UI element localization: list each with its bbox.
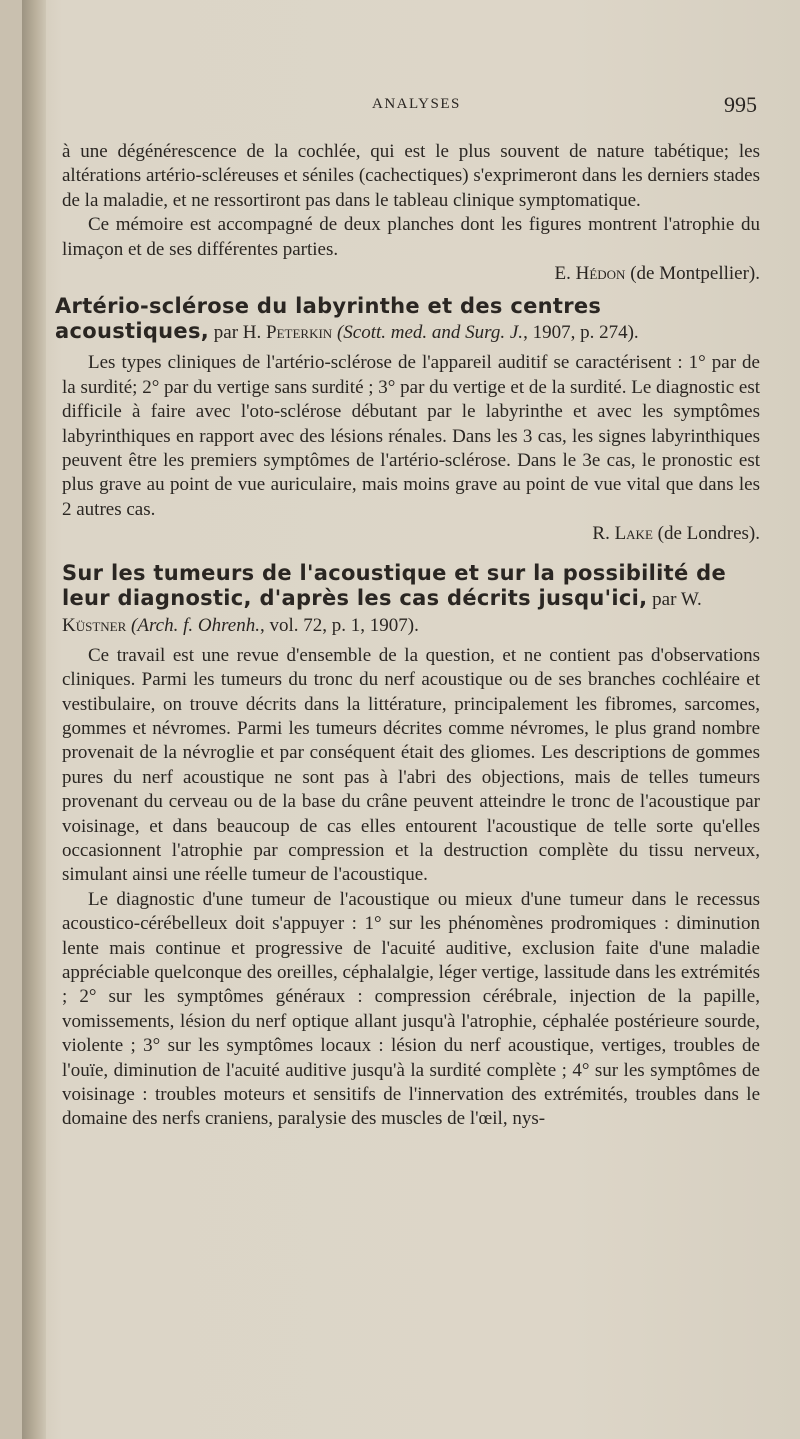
- citation-journal: (Arch. f. Ohrenh.: [131, 614, 260, 636]
- section3-paragraph-2: Le diagnostic d'une tumeur de l'acoustique ou mieux d'une tumeur dans le recessus acoustico-cérébelleux doit s'appuyer : 1° sur les phénomènes prodromiques : diminution lente mais continue et progressive de l'acuité auditive, exclusion faite d'une maladie appréciable quelconque des oreilles, céphalalgie, léger vertige, lassitude dans les extrémités ; 2° sur les symptômes généraux : compression cérébrale, injection de la papille, vomissements, lésion du nerf optique allant jusqu'à l'atrophie, céphalée postérieure sourde, violente ; 3° sur les symptômes locaux : lésion du nerf acoustique, vertiges, troubles de l'ouïe, diminution de l'acuité auditive jusqu'à la surdité complète ; 4° sur les symptômes de voisinage : troubles moteurs et sensitifs de l'innervation des extrémités, troubles dans le domaine des nerfs craniens, paralysie des muscles de l'œil, nys-: [62, 888, 760, 1130]
- signature-name: R. Lake: [592, 523, 653, 545]
- page-body: [55, 140, 760, 1132]
- section1-paragraph-2: Ce mémoire est accompagné de deux planches dont les figures montrent l'atrophie du limaçon et de ses différentes parties.: [62, 214, 760, 260]
- citation-by: par H.: [209, 322, 267, 344]
- signature-name: E. Hédon: [554, 263, 626, 285]
- section1-paragraph-1: à une dégénérescence de la cochlée, qui est le plus souvent de nature tabétique; les altérations artério-scléreuses et séniles (cachectiques) s'exprimeront dans les derniers stades de la maladie, et ne ressortiront pas dans le tableau clinique symptomatique.: [62, 141, 760, 211]
- article-citation: [209, 322, 639, 343]
- running-head: ANALYSES: [372, 96, 461, 112]
- citation-by: par W.: [647, 588, 702, 610]
- section2-signature: [62, 522, 760, 546]
- section2-paragraph: Les types cliniques de l'artério-sclérose de l'appareil auditif se caractérisent : 1° par de la surdité; 2° par du vertige sans surdité ; 3° par du vertige et de la surdité. Le diagnostic est difficile à faire avec l'oto-sclérose débutant par le labyrinthe et avec les symptômes labyrinthiques en rapport avec des lésions rénales. Dans les 3 cas, les signes labyrinthiques peuvent être les premiers symptômes de l'artério-sclérose. Dans le 3e cas, le pronostic est plus grave au point de vue auriculaire, mais moins grave au point de vue vital que dans les 2 autres cas.: [62, 352, 760, 520]
- page-gutter-shadow: [22, 0, 46, 1439]
- citation-author: Küstner: [62, 614, 127, 636]
- signature-place: (de Londres).: [652, 523, 760, 545]
- citation-journal: (Scott. med. and Surg. J.: [336, 322, 524, 344]
- page-number: 995: [724, 92, 757, 117]
- article-title: Sur les tumeurs de l'acoustique et sur la possibilité de leur diagnostic, d'après les cas décrits jusqu'ici,: [62, 560, 727, 610]
- citation-ref: , vol. 72, p. 1, 1907).: [259, 614, 419, 636]
- section3-heading: [62, 561, 760, 638]
- section1-signature: [62, 262, 760, 286]
- page-header: [0, 92, 800, 122]
- citation-author: Peterkin: [266, 322, 333, 344]
- section3-paragraph-1: Ce travail est une revue d'ensemble de la question, et ne contient pas d'observations cliniques. Parmi les tumeurs du tronc du nerf acoustique ou de ses branches cochléaire et vestibulaire, on trouve décrits dans la littérature, principalement les fibromes, sarcomes, gommes et névromes. Parmi les tumeurs décrites comme névromes, le plus grand nombre provenait de la névroglie et par conséquent était des gliomes. Les descriptions de gommes pures du nerf acoustique ne sont pas à l'abri des objections, mais de telles tumeurs provenant du cerveau ou de la base du crâne peuvent atteindre le tronc de l'acoustique par voisinage, et dans beaucoup de cas elles entourent l'acoustique de telle sorte qu'elles occasionnent l'atrophie par compression et la destruction complète du tissu nerveux, simulant ainsi une réelle tumeur de l'acoustique.: [62, 644, 760, 886]
- section2-heading: [55, 294, 760, 345]
- article-title: Artério-sclérose du labyrinthe et des centres acoustiques,: [55, 294, 602, 344]
- citation-ref: , 1907, p. 274).: [523, 322, 639, 344]
- signature-place: (de Montpellier).: [625, 263, 760, 285]
